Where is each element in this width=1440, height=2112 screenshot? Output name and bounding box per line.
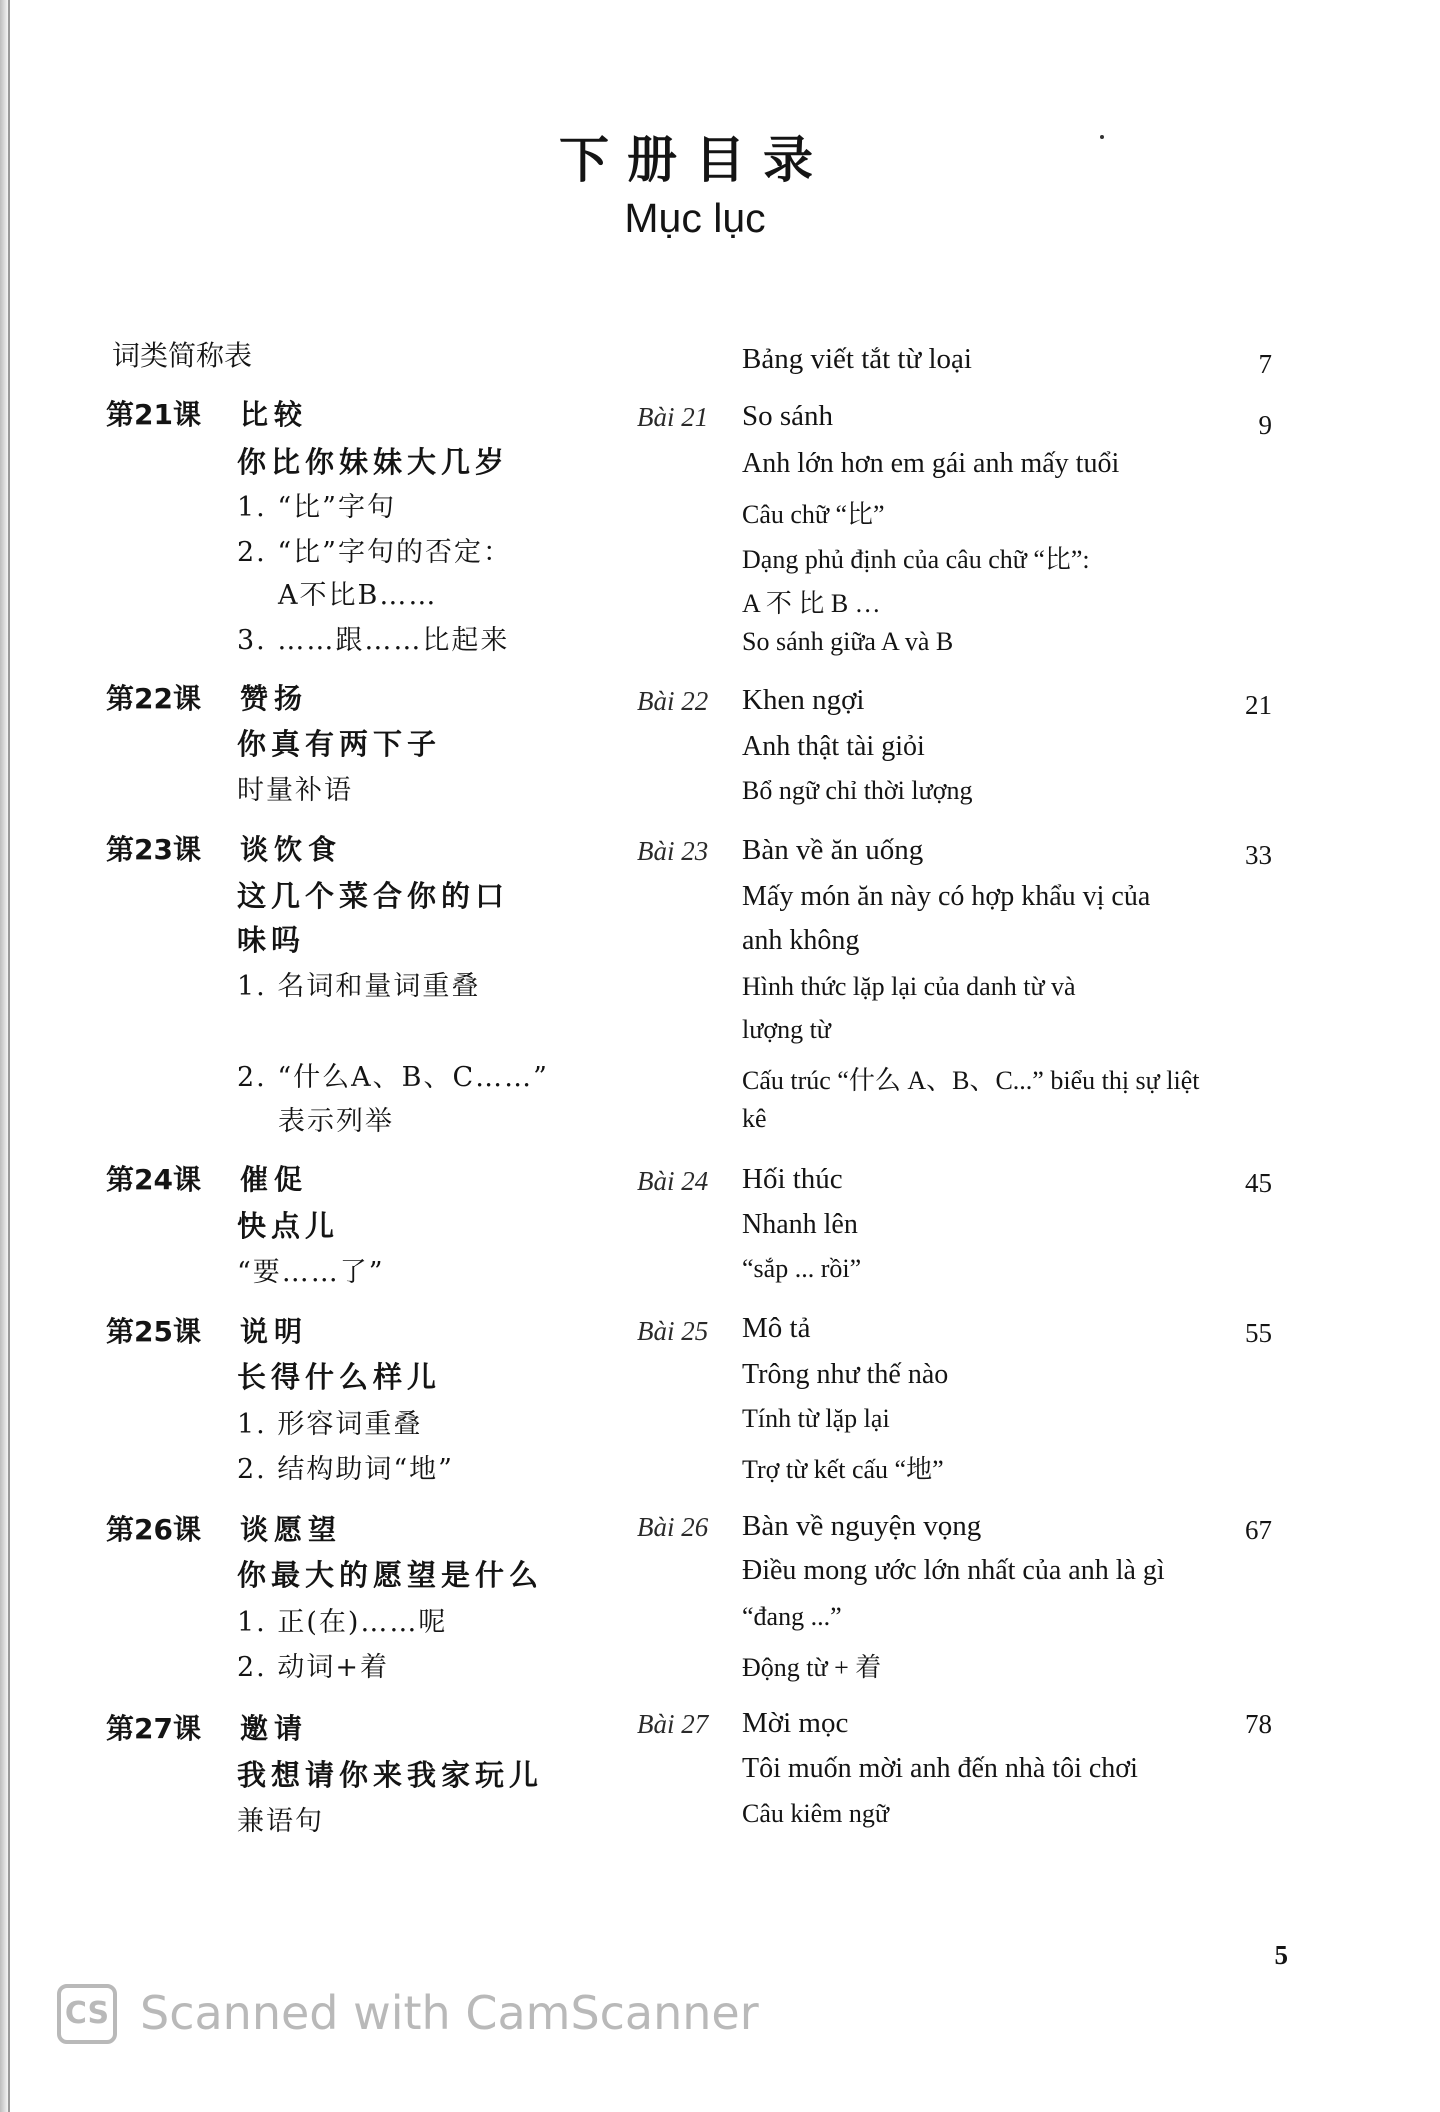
lesson-topic-vi: Hối thúc (742, 1163, 843, 1195)
lesson-label: 第21课 (106, 398, 201, 431)
lesson-subtitle-zh: 味吗 (237, 923, 306, 957)
lesson-label-vi: Bài 26 (637, 1512, 709, 1542)
lesson-topic-vi: Mô tả (742, 1312, 811, 1344)
lesson-subtitle-zh: 长得什么样儿 (237, 1360, 442, 1394)
grammar-item-zh: 1. “比”字句 (237, 492, 396, 523)
lesson-topic-vi: Mời mọc (742, 1707, 849, 1739)
grammar-item-vi: Hình thức lặp lại của danh từ và (742, 972, 1076, 1001)
grammar-item-zh: A不比B…… (278, 580, 438, 611)
grammar-item-vi: Trợ từ kết cấu “地” (742, 1455, 944, 1484)
lesson-topic-vi: So sánh (742, 400, 834, 432)
lesson-subtitle-zh: 你比你妹妹大几岁 (237, 445, 510, 479)
lesson-topic-zh: 催促 (240, 1163, 309, 1196)
lesson-page: 33 (1245, 840, 1272, 870)
grammar-item-zh: “要……了” (237, 1257, 385, 1288)
lesson-label: 第27课 (106, 1712, 201, 1745)
page-title-chinese: 下册目录 (559, 131, 831, 189)
lesson-topic-zh: 比较 (240, 398, 309, 431)
grammar-item-vi: lượng từ (742, 1015, 831, 1044)
lesson-label: 第22课 (106, 682, 201, 715)
grammar-item-vi: Động từ + 着 (742, 1653, 882, 1682)
lesson-page: 21 (1245, 690, 1272, 720)
grammar-item-vi: Câu chữ “比” (742, 500, 885, 529)
lesson-page: 45 (1245, 1168, 1272, 1198)
lesson-label: 第23课 (106, 833, 201, 866)
abbrev-page: 7 (1258, 349, 1272, 379)
grammar-item-zh: 2. 动词+着 (237, 1652, 389, 1683)
grammar-item-vi: Bổ ngữ chỉ thời lượng (742, 776, 973, 805)
page-title-vietnamese: Mục lục (624, 195, 766, 241)
grammar-item-zh: 表示列举 (278, 1106, 394, 1137)
lesson-label-vi: Bài 24 (637, 1166, 709, 1196)
grammar-item-zh: 2. “什么A、B、C……” (237, 1062, 549, 1093)
lesson-topic-zh: 说明 (240, 1315, 309, 1348)
lesson-topic-zh: 谈饮食 (240, 833, 343, 866)
grammar-item-vi: A 不 比 B … (742, 589, 881, 618)
lesson-subtitle-vi: Nhanh lên (742, 1209, 858, 1240)
lesson-subtitle-zh: 你最大的愿望是什么 (237, 1558, 544, 1592)
grammar-item-zh: 时量补语 (237, 775, 353, 806)
lesson-subtitle-vi: Anh lớn hơn em gái anh mấy tuổi (742, 448, 1120, 479)
grammar-item-zh: 3. ……跟……比起来 (237, 625, 510, 656)
lesson-subtitle-vi: Mấy món ăn này có hợp khẩu vị của (742, 881, 1151, 912)
lesson-subtitle-vi: anh không (742, 925, 860, 956)
lesson-page: 55 (1245, 1318, 1272, 1348)
lesson-label-vi: Bài 25 (637, 1316, 709, 1346)
lesson-label-vi: Bài 22 (637, 686, 709, 716)
lesson-label: 第26课 (106, 1513, 201, 1546)
abbrev-label-zh: 词类简称表 (112, 339, 253, 372)
lesson-label-vi: Bài 27 (637, 1709, 709, 1739)
grammar-item-vi: So sánh giữa A và B (742, 627, 954, 656)
lesson-topic-zh: 赞扬 (240, 682, 309, 715)
lesson-page: 9 (1258, 410, 1272, 440)
lesson-page: 78 (1245, 1709, 1272, 1739)
lesson-page: 67 (1245, 1515, 1272, 1545)
lesson-label: 第25课 (106, 1315, 201, 1348)
lesson-subtitle-vi: Anh thật tài giỏi (742, 731, 925, 762)
grammar-item-zh: 1. 形容词重叠 (237, 1409, 423, 1440)
grammar-item-vi: “đang ...” (742, 1602, 842, 1631)
lesson-subtitle-zh: 你真有两下子 (237, 727, 442, 761)
grammar-item-zh: 2. 结构助词“地” (237, 1454, 454, 1485)
camscanner-logo-icon: CS (57, 1984, 117, 2044)
lesson-label-vi: Bài 23 (637, 836, 709, 866)
lesson-subtitle-zh: 快点儿 (237, 1209, 340, 1243)
grammar-item-zh: 1. 正(在)……呢 (237, 1607, 448, 1638)
grammar-item-zh: 2. “比”字句的否定： (237, 537, 512, 568)
lesson-label-vi: Bài 21 (637, 402, 709, 432)
grammar-item-vi: Dạng phủ định của câu chữ “比”: (742, 545, 1090, 574)
lesson-subtitle-zh: 我想请你来我家玩儿 (237, 1758, 544, 1792)
lesson-topic-vi: Khen ngợi (742, 684, 865, 716)
abbrev-label-vi: Bảng viết tắt từ loại (742, 343, 972, 375)
lesson-subtitle-vi: Tôi muốn mời anh đến nhà tôi chơi (742, 1753, 1138, 1784)
page-number: 5 (1274, 1940, 1288, 1970)
camscanner-watermark: Scanned with CamScanner (140, 1986, 759, 2040)
lesson-topic-vi: Bàn về ăn uống (742, 834, 924, 866)
grammar-item-vi: Câu kiêm ngữ (742, 1799, 889, 1828)
lesson-subtitle-vi: Trông như thế nào (742, 1359, 949, 1390)
lesson-topic-vi: Bàn về nguyện vọng (742, 1510, 982, 1542)
lesson-topic-zh: 谈愿望 (240, 1513, 343, 1546)
grammar-item-vi: kê (742, 1104, 767, 1133)
grammar-item-vi: Cấu trúc “什么 A、B、C...” biểu thị sự liệt (742, 1066, 1200, 1095)
lesson-label: 第24课 (106, 1163, 201, 1196)
lesson-subtitle-vi: Điều mong ước lớn nhất của anh là gì (742, 1555, 1165, 1586)
lesson-topic-zh: 邀请 (240, 1712, 309, 1745)
lesson-subtitle-zh: 这几个菜合你的口 (237, 879, 510, 913)
grammar-item-vi: Tính từ lặp lại (742, 1404, 890, 1433)
grammar-item-zh: 1. 名词和量词重叠 (237, 971, 481, 1002)
grammar-item-vi: “sắp ... rồi” (742, 1254, 862, 1283)
grammar-item-zh: 兼语句 (237, 1806, 324, 1837)
